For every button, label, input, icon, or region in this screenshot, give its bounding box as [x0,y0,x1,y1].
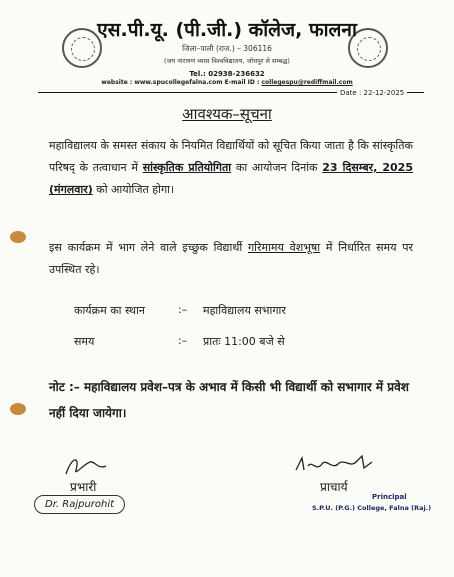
time-separator: :– [178,334,188,347]
principal-seal-institution: S.P.U. (P.G.) College, Falna (Raj.) [312,504,432,512]
principal-signature [292,452,382,478]
p2-text-b: में निर्धारित समय पर उपस्थित रहे। [49,241,413,276]
email: collegespu@rediffmail.com [261,79,353,86]
notice-paragraph-2 [49,237,413,281]
time-label: समय [74,335,95,348]
p2-text-a: इस कार्यक्रम में भाग लेने वाले इच्छुक विद्यार्थी [49,241,243,254]
time-value: प्रातः 11:00 बजे से [203,335,285,348]
email-label: E-mail ID : [224,79,260,86]
paper-clip-mark [10,231,26,243]
notice-note: नोट :– महाविद्यालय प्रवेश–पत्र के अभाव में किसी भी विद्यार्थी को सभागार में प्रवेश नहीं दिया जायेगा। [49,380,409,420]
event-date: 23 दिसम्बर, 2025 (मंगलवार) [49,161,413,196]
dress-code: गरिमामय वेशभूषा [247,241,321,254]
contact-line [0,79,454,86]
college-name: एस.पी.यू. (पी.जी.) कॉलेज, फालना [97,19,357,41]
event-name: सांस्कृतिक प्रतियोगिता [142,161,232,174]
incharge-title: प्रभारी [70,480,97,494]
affiliation-line: (जय नारायण व्यास विश्वविद्यालय, जोधपुर से सम्बद्ध) [164,57,290,65]
telephone: Tel.: 02938-236632 [189,70,265,78]
notice-title: आवश्यक–सूचना [182,105,272,123]
p1-text-b: का आयोजन दिनांक [235,161,318,174]
venue-separator: :– [178,303,188,316]
notice-date: Date : 22-12-2025 [337,89,407,97]
district-line: जिला–पाली (राज.) – 306116 [182,44,272,53]
principal-seal-title: Principal [372,493,407,501]
p1-text-c: को आयोजित होगा। [96,183,175,196]
venue-value: महाविद्यालय सभागार [203,304,286,317]
website: website : www.spucollegefalna.com [101,79,223,86]
paper-clip-mark [10,403,26,415]
notice-paragraph-1 [49,135,413,201]
incharge-signature [58,452,118,480]
p1-text-a: महाविद्यालय के समस्त संकाय के नियमित विद्यार्थियों को सूचित किया जाता है कि सांस्कृतिक परिषद् के तत्वाधान में [49,139,413,174]
principal-title: प्राचार्य [320,480,348,494]
incharge-name: Dr. Rajpurohit [34,495,125,514]
venue-label: कार्यक्रम का स्थान [74,304,146,317]
